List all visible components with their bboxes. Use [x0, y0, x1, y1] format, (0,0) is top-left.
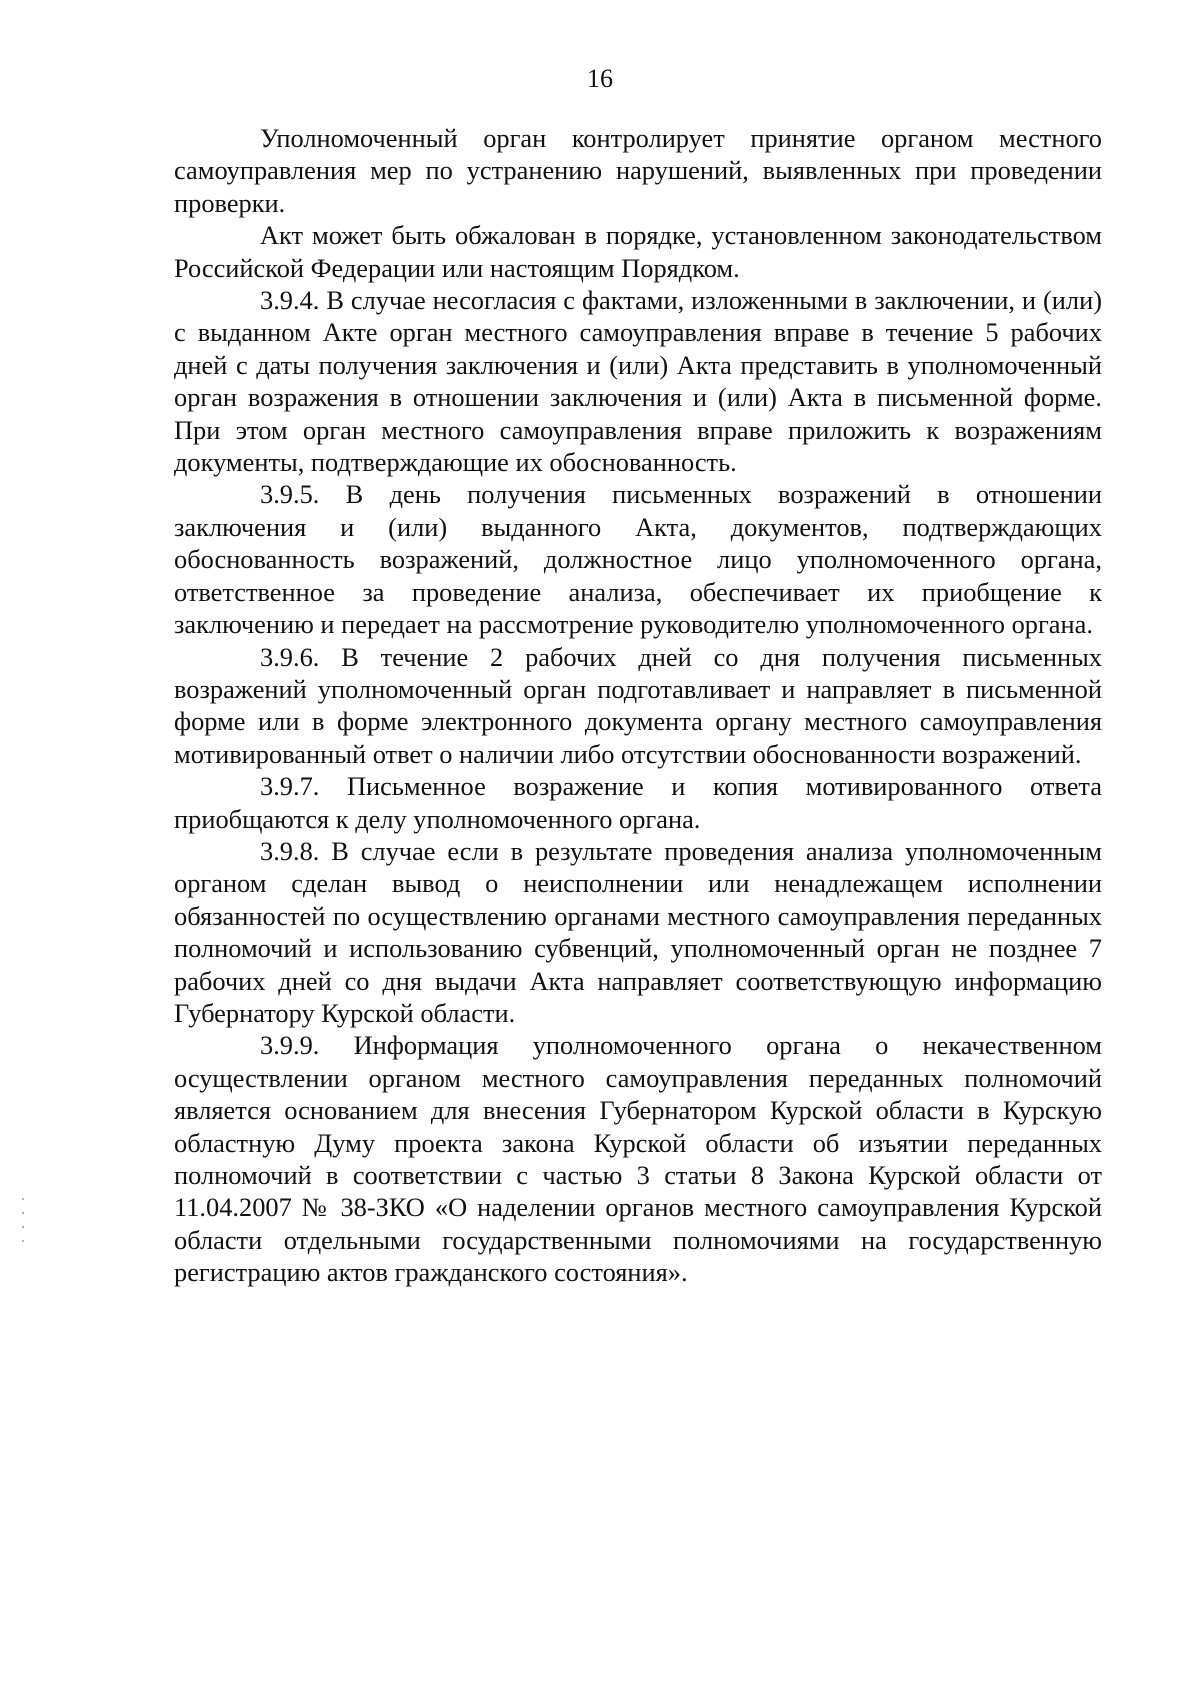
paragraph-3-9-4: 3.9.4. В случае несогласия с фактами, изложенными в заключении, и (или) с выданном Акте орган местного самоуправления вправе в течение 5 рабочих дней с даты получения заключения и (или) Акта представить в уполномоченный орган возражения в отношении заключения и (или) Акта в письменной форме. При этом орган местного самоуправления вправе приложить к возражениям документы, подтверждающие их обоснованность. [174, 285, 1102, 478]
document-body [174, 122, 1102, 1289]
scan-speck [22, 1212, 24, 1214]
paragraph-3-9-5: 3.9.5. В день получения письменных возражений в отношении заключения и (или) выданного Акта, документов, подтверждающих обоснованность возражений, должностное лицо уполномоченного органа, ответственное за проведение анализа, обеспечивает их приобщение к заключению и передает на рассмотрение руководителю уполномоченного органа. [174, 479, 1102, 640]
paragraph-control: Уполномоченный орган контролирует принятие органом местного самоуправления мер по устранению нарушений, выявленных при проведении проверки. [174, 123, 1102, 218]
paragraph-3-9-6: 3.9.6. В течение 2 рабочих дней со дня получения письменных возражений уполномоченный орган подготавливает и направляет в письменной форме или в форме электронного документа органу местного самоуправления мотивированный ответ о наличии либо отсутствии обоснованности возражений. [174, 641, 1102, 769]
paragraph-3-9-7: 3.9.7. Письменное возражение и копия мотивированного ответа приобщаются к делу уполномоченного органа. [174, 771, 1102, 834]
paragraph-3-9-8: 3.9.8. В случае если в результате проведения анализа уполномоченным органом сделан вывод о неисполнении или ненадлежащем исполнении обязанностей по осуществлению органами местного самоуправления переданных полномочий и использованию субвенций, уполномоченный орган не позднее 7 рабочих дней со дня выдачи Акта направляет соответствующую информацию Губернатору Курской области. [174, 835, 1102, 1028]
scan-speck [22, 1226, 24, 1228]
scan-speck [22, 1240, 24, 1242]
page-number: 16 [587, 64, 613, 93]
paragraph-appeal: Акт может быть обжалован в порядке, установленном законодательством Российской Федерации или настоящим Порядком. [174, 220, 1102, 283]
scan-speck [22, 1198, 24, 1200]
paragraph-3-9-9: 3.9.9. Информация уполномоченного органа о некачественном осуществлении органом местного самоуправления переданных полномочий является основанием для внесения Губернатором Курской области в Курскую областную Думу проекта закона Курской области об изъятии переданных полномочий в соответствии с частью 3 статьи 8 Закона Курской области от 11.04.2007 № 38-ЗКО «О наделении органов местного самоуправления Курской области отдельными государственными полномочиями на государственную регистрацию актов гражданского состояния». [174, 1030, 1102, 1288]
